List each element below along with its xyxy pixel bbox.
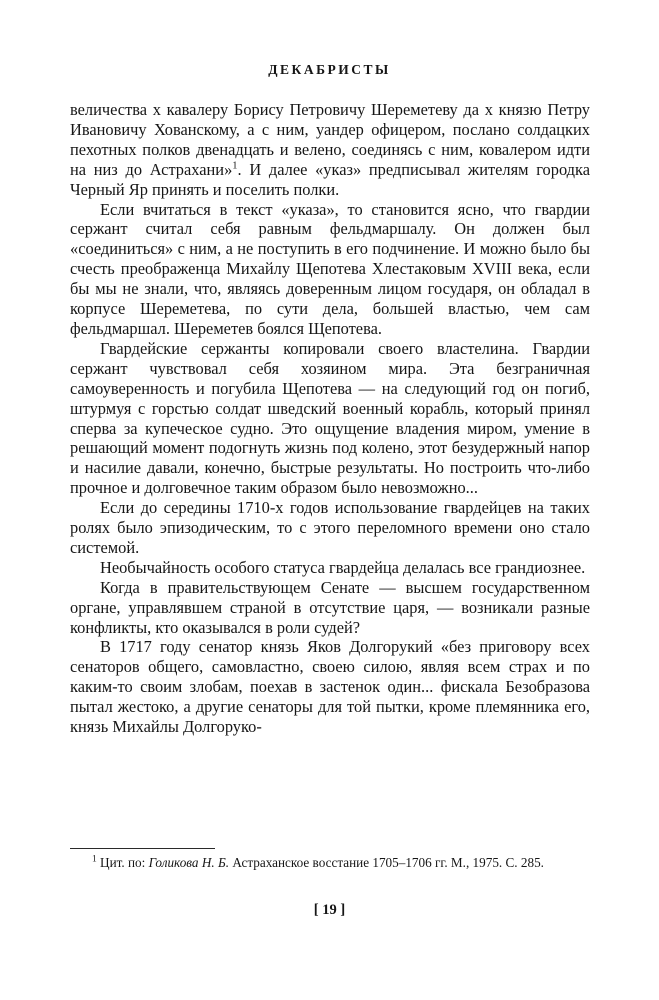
footnote-prefix: Цит. по: xyxy=(96,855,149,870)
footnote-text: Астраханское восстание 1705–1706 гг. М., 1975. С. 285. xyxy=(229,855,544,870)
running-header: ДЕКАБРИСТЫ xyxy=(268,62,391,77)
paragraph-text: . И далее «указ» предписывал жителям городка Черный Яр принять и поселить полки. xyxy=(70,159,590,199)
footnote xyxy=(70,855,590,872)
paragraph: Если вчитаться в текст «указа», то становится ясно, что гвардии сержант считал себя равным фельдмаршалу. Он должен был «соединиться» с ним, а не поступить в его подчинение. И можно было бы счесть преображенца Михайлу Щепотева Хлестаковым XVIII века, если бы мы не знали, что, являясь доверенным лицом государя, он обладал в корпусе Шереметева, по сути дела, большей властью, чем сам фельдмаршал. Шереметев боялся Щепотева. xyxy=(70,199,590,338)
text-block xyxy=(70,100,590,737)
paragraph-text: величества х кавалеру Борису Петровичу Шереметеву да х князю Петру Ивановичу Хованскому, а с ним, уандер офицером, послано солдацких пехотных полков двенадцать и велено, соединясь с ним, ковалером идти на низ до Астрахани» xyxy=(70,100,590,179)
paragraph: Когда в правительствующем Сенате — высшем государственном органе, управлявшем страной в отсутствие царя, — возникали разные конфликты, кто оказывался в роли судей? xyxy=(70,577,590,637)
footnote-area xyxy=(70,848,590,872)
paragraph: Необычайность особого статуса гвардейца делалась все грандиознее. xyxy=(100,557,586,577)
paragraph xyxy=(70,100,590,200)
paragraph: Если до середины 1710-х годов использование гвардейцев на таких ролях было эпизодическим, то с этого переломного времени оно стало системой. xyxy=(70,498,590,557)
footnote-divider xyxy=(70,848,215,849)
footnote-marker: 1 xyxy=(92,854,97,865)
paragraph: В 1717 году сенатор князь Яков Долгорукий «без приговору всех сенаторов общего, самовластно, своею силою, являя всем страх и по каким-то своим злобам, поехав в застенок один... фискала Безобразова пытал жестоко, а другие сенаторы для той пытки, кроме племянника его, князь Михайлы Долгоруко- xyxy=(70,637,590,737)
footnote-author: Голикова Н. Б. xyxy=(148,855,230,870)
paragraph: Гвардейские сержанты копировали своего властелина. Гвардии сержант чувствовал себя хозяином мира. Эта безграничная самоуверенность и погубила Щепотева — на следующий год он погиб, штурмуя с горстью солдат шведский военный корабль, который принял сперва за купеческое судно. Это ощущение владения миром, умение в решающий момент подогнуть жизнь под колено, этот безудержный напор и насилие давали, конечно, быстрые результаты. Но построить что-либо прочное и долговечное таким образом было невозможно... xyxy=(70,338,590,498)
page-number: [ 19 ] xyxy=(313,902,346,918)
footnote-reference: 1 xyxy=(232,160,238,172)
